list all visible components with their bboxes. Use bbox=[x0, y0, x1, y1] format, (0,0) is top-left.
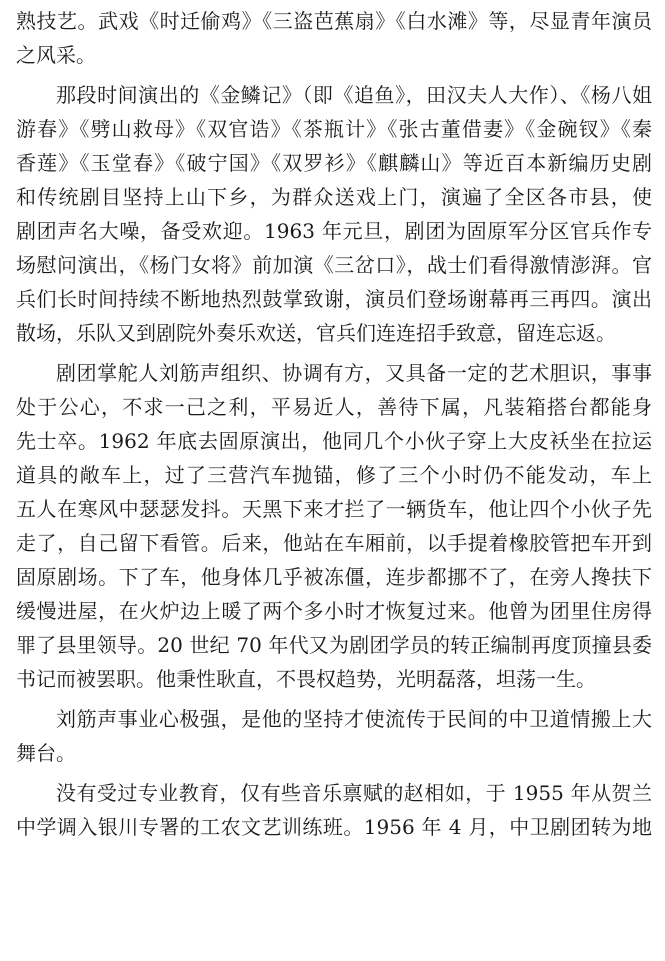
text-line: 罪了县里领导。20 世纪 70 年代又为剧团学员的转正编制再度顶撞县委 bbox=[16, 633, 652, 657]
text-line: 书记而被罢职。他秉性耿直，不畏权趋势，光明磊落，坦荡一生。 bbox=[16, 667, 596, 691]
text-line: 五人在寒风中瑟瑟发抖。天黑下来才拦了一辆货车，他让四个小伙子先 bbox=[16, 497, 652, 521]
text-line: 那段时间演出的《金鳞记》（即《追鱼》，田汉夫人大作）、《杨八姐 bbox=[56, 83, 652, 107]
paragraph-3 bbox=[16, 356, 652, 696]
text-line: 中学调入银川专署的工农文艺训练班。1956 年 4 月，中卫剧团转为地 bbox=[16, 815, 652, 839]
text-line: 和传统剧目坚持上山下乡，为群众送戏上门，演遍了全区各市县，使 bbox=[16, 185, 652, 209]
text-line: 剧团声名大噪，备受欢迎。1963 年元旦，剧团为固原军分区官兵作专 bbox=[16, 219, 652, 243]
text-line: 散场，乐队又到剧院外奏乐欢送，官兵们连连招手致意，留连忘返。 bbox=[16, 321, 616, 345]
text-line: 游春》《劈山救母》《双官诰》《茶瓶计》《张古董借妻》《金碗钗》《秦 bbox=[16, 117, 652, 141]
text-line: 处于公心，不求一己之利，平易近人，善待下属，凡装箱搭台都能身 bbox=[16, 395, 652, 419]
text-line: 固原剧场。下了车，他身体几乎被冻僵，连步都挪不了，在旁人搀扶下 bbox=[16, 565, 652, 589]
text-line: 缓慢进屋，在火炉边上暖了两个多小时才恢复过来。他曾为团里住房得 bbox=[16, 599, 652, 623]
paragraph-1 bbox=[16, 4, 652, 72]
paragraph-4 bbox=[16, 702, 652, 770]
text-line: 场慰问演出，《杨门女将》前加演《三岔口》，战士们看得激情澎湃。官 bbox=[16, 253, 652, 277]
text-line: 舞台。 bbox=[16, 741, 76, 765]
text-line: 没有受过专业教育，仅有些音乐禀赋的赵相如，于 1955 年从贺兰 bbox=[56, 781, 652, 805]
text-line: 走了，自己留下看管。后来，他站在车厢前，以手提着橡胶管把车开到 bbox=[16, 531, 652, 555]
document-page bbox=[16, 4, 652, 844]
text-line: 道具的敞车上，过了三营汽车抛锚，修了三个小时仍不能发动，车上 bbox=[16, 463, 652, 487]
text-line: 先士卒。1962 年底去固原演出，他同几个小伙子穿上大皮袄坐在拉运 bbox=[16, 429, 652, 453]
paragraph-2 bbox=[16, 78, 652, 350]
text-line: 之风采。 bbox=[16, 43, 96, 67]
text-line: 香莲》《玉堂春》《破宁国》《双罗衫》《麒麟山》等近百本新编历史剧 bbox=[16, 151, 652, 175]
text-line: 熟技艺。武戏《时迁偷鸡》《三盗芭蕉扇》《白水滩》等，尽显青年演员 bbox=[16, 9, 652, 33]
text-line: 刘筋声事业心极强，是他的坚持才使流传于民间的中卫道情搬上大 bbox=[56, 707, 652, 731]
paragraph-5 bbox=[16, 776, 652, 844]
text-line: 兵们长时间持续不断地热烈鼓掌致谢，演员们登场谢幕再三再四。演出 bbox=[16, 287, 652, 311]
text-line: 剧团掌舵人刘筋声组织、协调有方，又具备一定的艺术胆识，事事 bbox=[56, 361, 652, 385]
